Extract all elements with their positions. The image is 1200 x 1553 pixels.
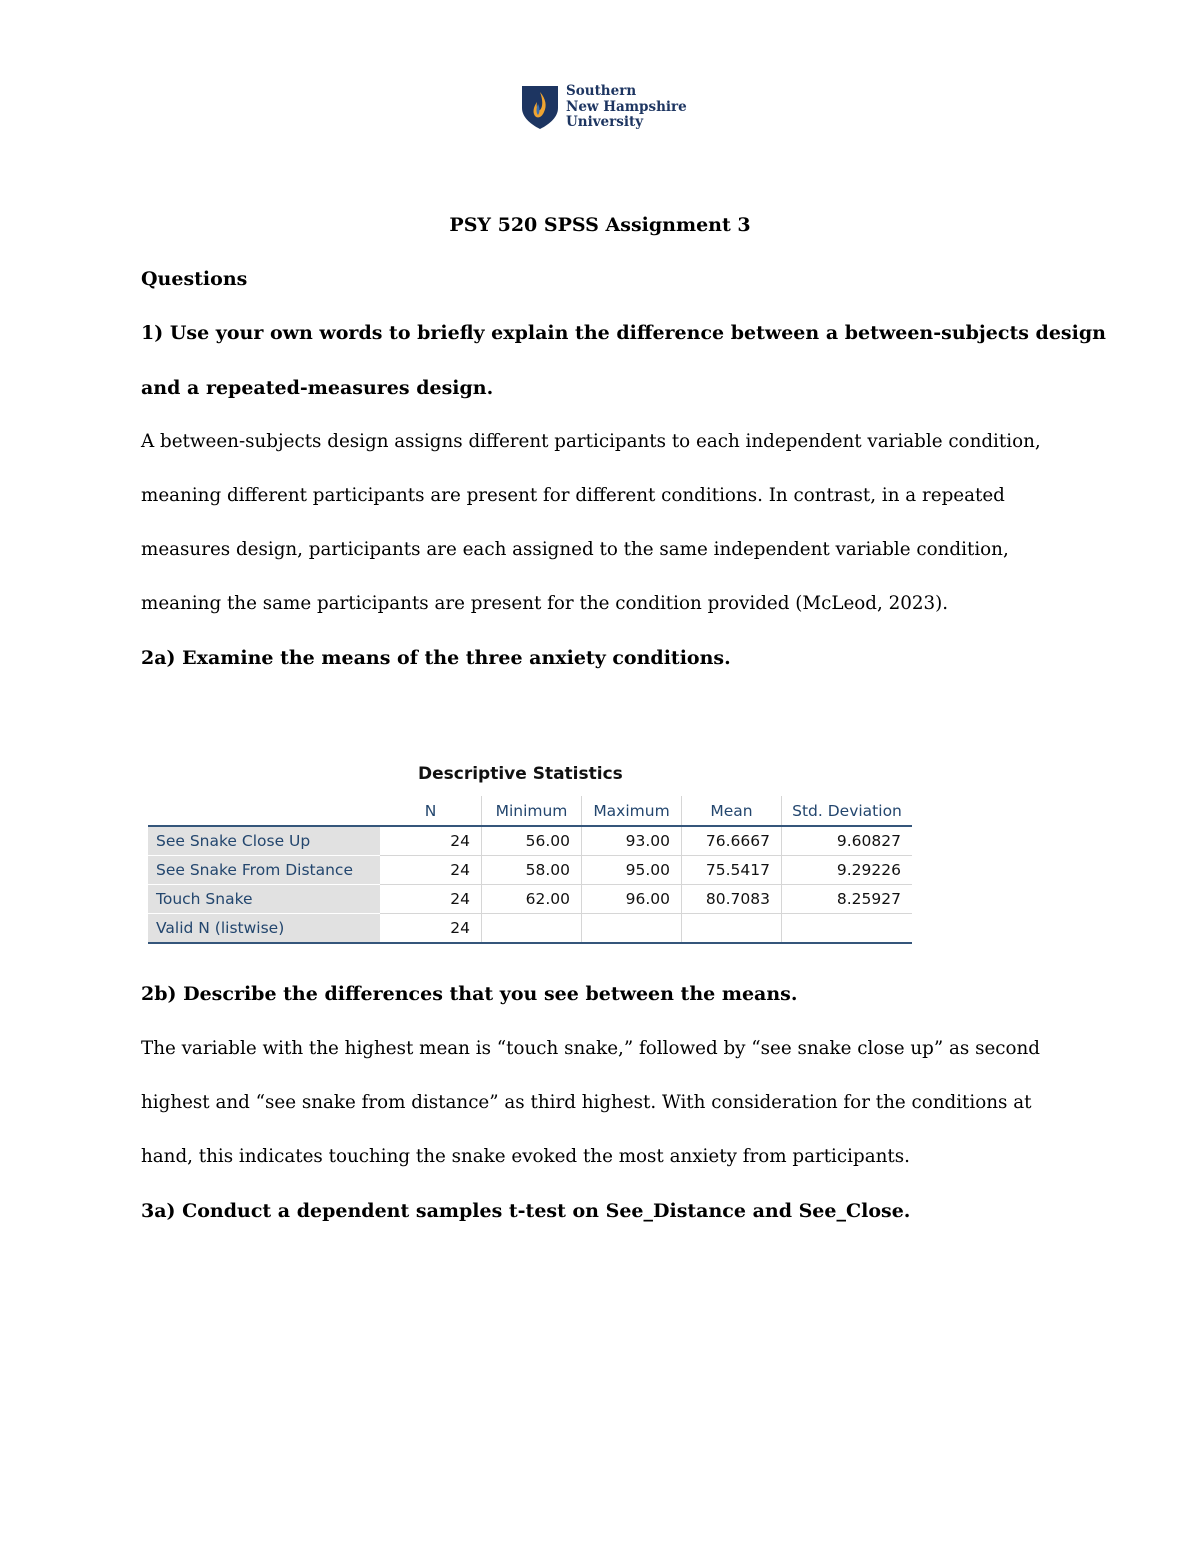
cell-n: 24 <box>380 826 482 856</box>
cell-maximum: 93.00 <box>582 826 682 856</box>
row-label: Touch Snake <box>148 885 380 914</box>
question-2b: 2b) Describe the differences that you see between the means. <box>141 983 798 1005</box>
shield-flame-icon <box>520 84 560 130</box>
cell-minimum: 56.00 <box>482 826 582 856</box>
row-label: See Snake Close Up <box>148 826 380 856</box>
header-std-deviation: Std. Deviation <box>782 796 913 826</box>
cell-minimum <box>482 914 582 944</box>
question-3a: 3a) Conduct a dependent samples t-test on See_Distance and See_Close. <box>141 1200 911 1222</box>
row-label: See Snake From Distance <box>148 856 380 885</box>
question-2a: 2a) Examine the means of the three anxiety conditions. <box>141 647 731 669</box>
cell-mean: 75.5417 <box>682 856 782 885</box>
university-logo <box>520 84 690 132</box>
cell-maximum <box>582 914 682 944</box>
cell-std-deviation: 9.60827 <box>782 826 913 856</box>
logo-wordmark <box>566 84 687 131</box>
descriptives-header-row <box>148 796 912 826</box>
cell-mean <box>682 914 782 944</box>
cell-n: 24 <box>380 914 482 944</box>
answer-2b-line-1: The variable with the highest mean is “touch snake,” followed by “see snake close up” as second <box>141 1038 1040 1059</box>
cell-std-deviation: 8.25927 <box>782 885 913 914</box>
cell-n: 24 <box>380 885 482 914</box>
cell-std-deviation <box>782 914 913 944</box>
header-n: N <box>380 796 482 826</box>
cell-n: 24 <box>380 856 482 885</box>
descriptives-table <box>148 796 912 944</box>
table-row <box>148 914 912 944</box>
cell-mean: 76.6667 <box>682 826 782 856</box>
answer-1-line-4: meaning the same participants are present for the condition provided (McLeod, 2023). <box>141 593 949 614</box>
logo-line-1: Southern <box>566 83 637 99</box>
answer-2b-line-3: hand, this indicates touching the snake evoked the most anxiety from participants. <box>141 1146 910 1167</box>
question-1-line-1: 1) Use your own words to briefly explain the difference between a between-subjects design <box>141 322 1106 344</box>
cell-maximum: 95.00 <box>582 856 682 885</box>
table-row <box>148 826 912 856</box>
table-row <box>148 856 912 885</box>
header-maximum: Maximum <box>582 796 682 826</box>
answer-1-line-3: measures design, participants are each assigned to the same independent variable condition, <box>141 539 1009 560</box>
questions-heading: Questions <box>141 268 248 290</box>
row-label: Valid N (listwise) <box>148 914 380 944</box>
cell-std-deviation: 9.29226 <box>782 856 913 885</box>
table-row <box>148 885 912 914</box>
answer-1-line-1: A between-subjects design assigns different participants to each independent variable condition, <box>141 431 1041 452</box>
cell-minimum: 58.00 <box>482 856 582 885</box>
descriptives-title: Descriptive Statistics <box>418 764 623 784</box>
header-corner <box>148 796 380 826</box>
cell-mean: 80.7083 <box>682 885 782 914</box>
header-mean: Mean <box>682 796 782 826</box>
question-1-line-2: and a repeated-measures design. <box>141 377 494 399</box>
logo-line-2: New Hampshire <box>566 98 687 115</box>
cell-maximum: 96.00 <box>582 885 682 914</box>
page-title: PSY 520 SPSS Assignment 3 <box>449 214 751 236</box>
answer-1-line-2: meaning different participants are present for different conditions. In contrast, in a repeated <box>141 485 1005 506</box>
cell-minimum: 62.00 <box>482 885 582 914</box>
logo-line-3: University <box>566 114 644 130</box>
header-minimum: Minimum <box>482 796 582 826</box>
answer-2b-line-2: highest and “see snake from distance” as third highest. With consideration for the conditions at <box>141 1092 1032 1113</box>
